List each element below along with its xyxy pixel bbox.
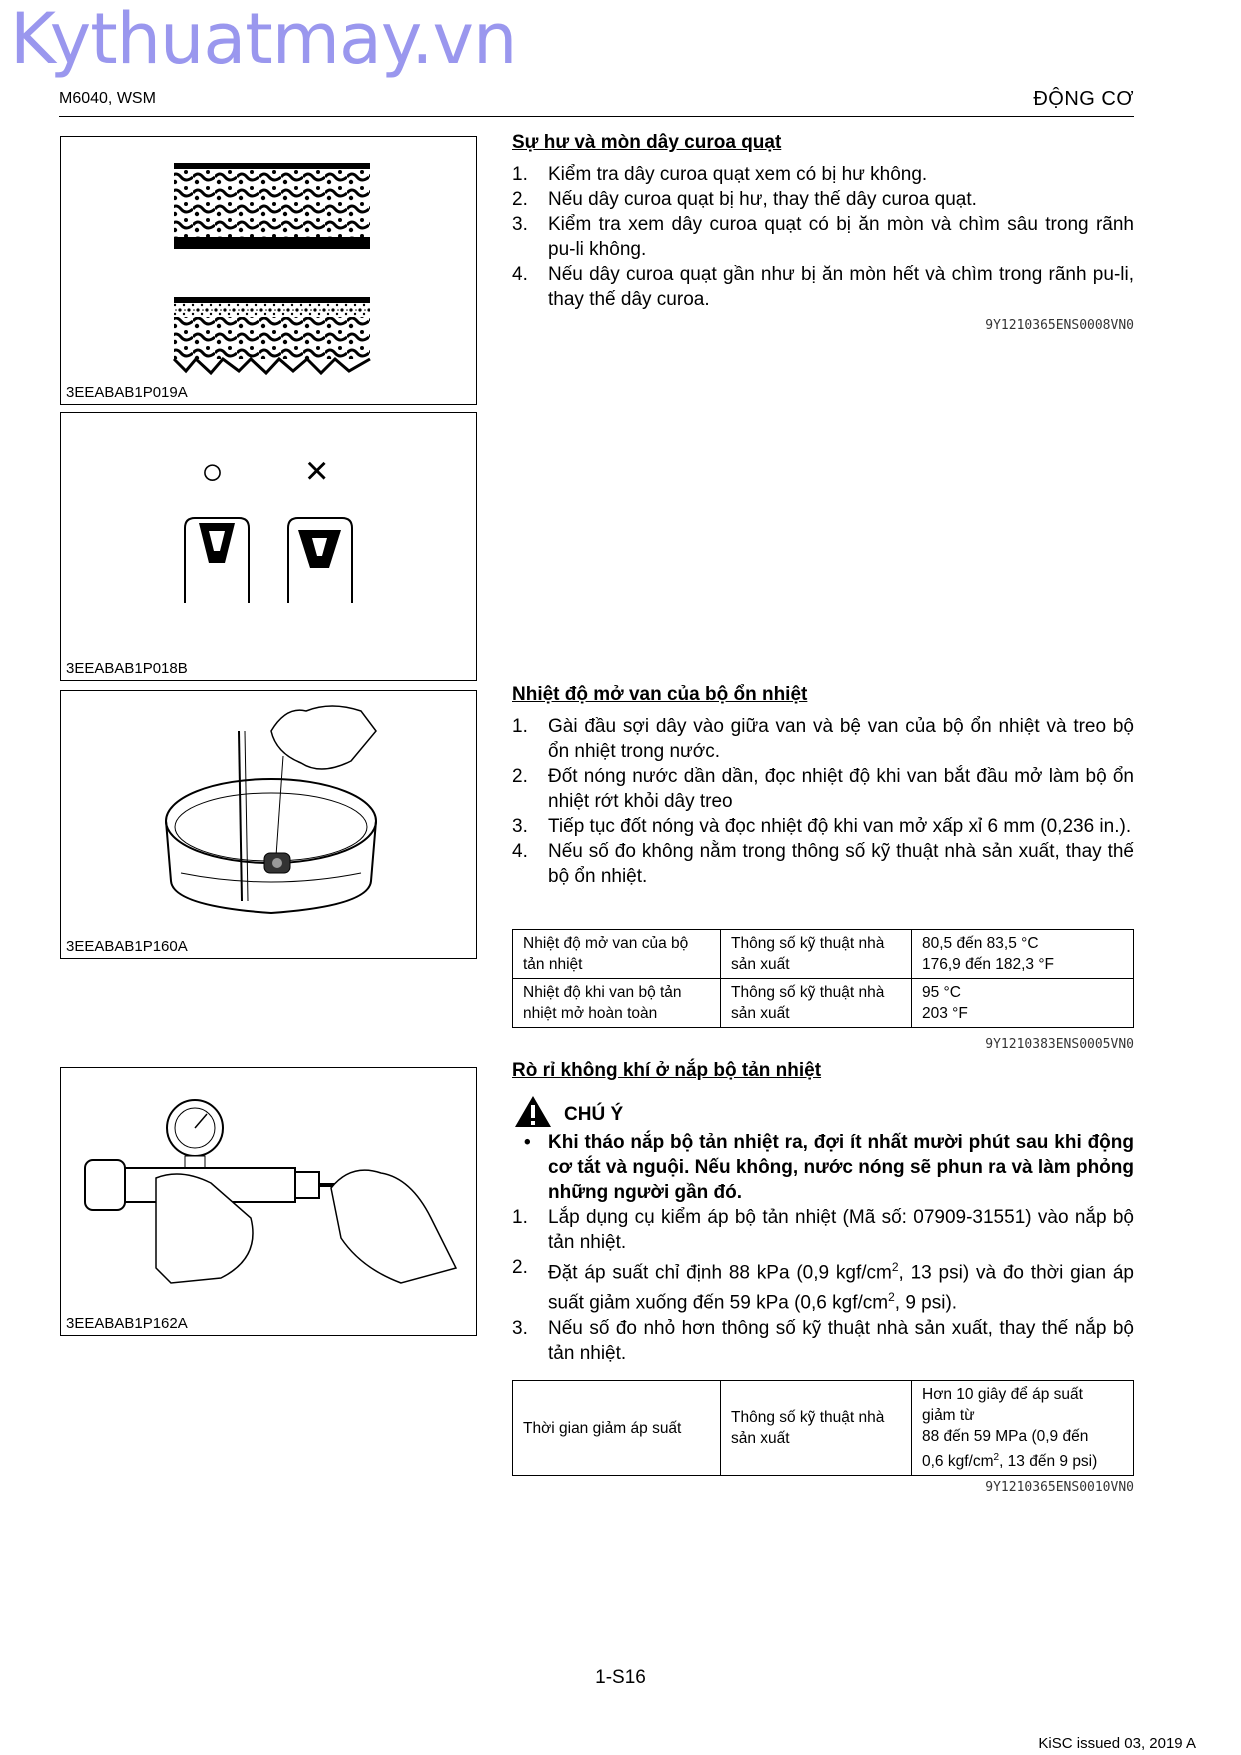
figure-code: 3EEABAB1P160A [66, 938, 188, 955]
list-item: 4. Nếu dây curoa quạt gần như bị ăn mòn hết và chìm trong rãnh pu-li, thay thế dây curoa. [512, 264, 1134, 310]
header-rule [59, 116, 1134, 117]
issue-info: KiSC issued 03, 2019 A [1038, 1735, 1196, 1752]
section-radiator-cap [512, 1060, 1134, 1366]
warning-icon [514, 1094, 552, 1128]
list-item: 2. Đốt nóng nước dần dần, đọc nhiệt độ khi van bắt đầu mở làm bộ ổn nhiệt rớt khỏi dây treo [512, 766, 1134, 812]
doc-ref: 9Y1210365ENS0008VN0 [985, 318, 1134, 333]
cap-spec-table [512, 1380, 1134, 1476]
figure-thermostat-test [60, 690, 477, 959]
figure-code: 3EEABAB1P018B [66, 660, 188, 677]
thermostat-steps [512, 714, 1134, 889]
figure-cap-tester [60, 1067, 477, 1336]
belt-steps [512, 162, 1134, 312]
list-item: 3. Kiểm tra xem dây curoa quạt có bị ăn mòn và chìm sâu trong rãnh pu-li không. [512, 214, 1134, 260]
caution-label: CHÚ Ý [564, 1104, 624, 1125]
section-title: Sự hư và mòn dây curoa quạt [512, 132, 782, 153]
watermark: Kythuatmay.vn [10, 0, 517, 80]
figure-code: 3EEABAB1P019A [66, 384, 188, 401]
caution-header [512, 1094, 1134, 1130]
chapter-title: ĐỘNG CƠ [1033, 88, 1134, 110]
cap-steps [512, 1205, 1134, 1366]
thermostat-test-illustration [61, 691, 478, 960]
table-row: Thời gian giảm áp suất Thông số kỹ thuật nhà sản xuất Hơn 10 giây để áp suất giảm từ 88 đến 59 MPa (0,9 đến 0,6 kgf/$cm^2$, 13 đến 9 psi) [513, 1381, 1134, 1476]
cap-tester-illustration [61, 1068, 478, 1337]
doc-ref: 9Y1210383ENS0005VN0 [985, 1037, 1134, 1052]
caution-bullet: • Khi tháo nắp bộ tản nhiệt ra, đợi ít nhất mười phút sau khi động cơ tắt và nguội. Nếu không, nước nóng sẽ phun ra và làm phỏng những người gần đó. [524, 1132, 1134, 1203]
list-item: 3. Nếu số đo nhỏ hơn thông số kỹ thuật nhà sản xuất, thay thế nắp bộ tản nhiệt. [512, 1317, 1134, 1364]
list-item: 1. Gài đầu sợi dây vào giữa van và bệ van của bộ ổn nhiệt và treo bộ ổn nhiệt trong nước. [512, 716, 1134, 762]
figure-belt-groove [60, 412, 477, 681]
figure-belt-damage [60, 136, 477, 405]
list-item: 2. Đặt áp suất chỉ định 88 kPa (0,9 kgf/$cm^2$, 13 psi) và đo thời gian áp suất giảm xuống đến 59 kPa (0,6 kgf/$cm^2$, 9 psi). [512, 1257, 1134, 1314]
list-item: 2. Nếu dây curoa quạt bị hư, thay thế dây curoa quạt. [512, 189, 977, 210]
figure-code: 3EEABAB1P162A [66, 1315, 188, 1332]
list-item: 1. Kiểm tra dây curoa quạt xem có bị hư không. [512, 164, 928, 185]
section-title: Rò rỉ không khí ở nắp bộ tản nhiệt [512, 1060, 822, 1081]
ng-icon: × [305, 449, 329, 493]
list-item: 1. Lắp dụng cụ kiểm áp bộ tản nhiệt (Mã số: 07909-31551) vào nắp bộ tản nhiệt. [512, 1207, 1134, 1253]
list-item: 4. Nếu số đo không nằm trong thông số kỹ thuật nhà sản xuất, thay thế bộ ổn nhiệt. [512, 841, 1134, 887]
ok-icon: ○ [201, 451, 224, 493]
section-belt-check [512, 132, 1134, 312]
page-number: 1-S16 [595, 1667, 646, 1688]
thermostat-spec-table [512, 929, 1134, 1028]
table-row: Nhiệt độ khi van bộ tản nhiệt mở hoàn toàn Thông số kỹ thuật nhà sản xuất 95 °C 203 °F [513, 979, 1134, 1028]
section-thermostat [512, 684, 1134, 889]
section-title: Nhiệt độ mở van của bộ ổn nhiệt [512, 684, 808, 705]
belt-damage-illustration [61, 137, 478, 406]
list-item: 3. Tiếp tục đốt nóng và đọc nhiệt độ khi van mở xấp xỉ 6 mm (0,236 in.). [512, 816, 1132, 837]
doc-ref: 9Y1210365ENS0010VN0 [985, 1480, 1134, 1495]
belt-groove-illustration [61, 413, 478, 682]
table-row: Nhiệt độ mở van của bộ tản nhiệt Thông số kỹ thuật nhà sản xuất 80,5 đến 83,5 °C 176,9 đến 182,3 °F [513, 930, 1134, 979]
manual-code: M6040, WSM [59, 90, 156, 107]
